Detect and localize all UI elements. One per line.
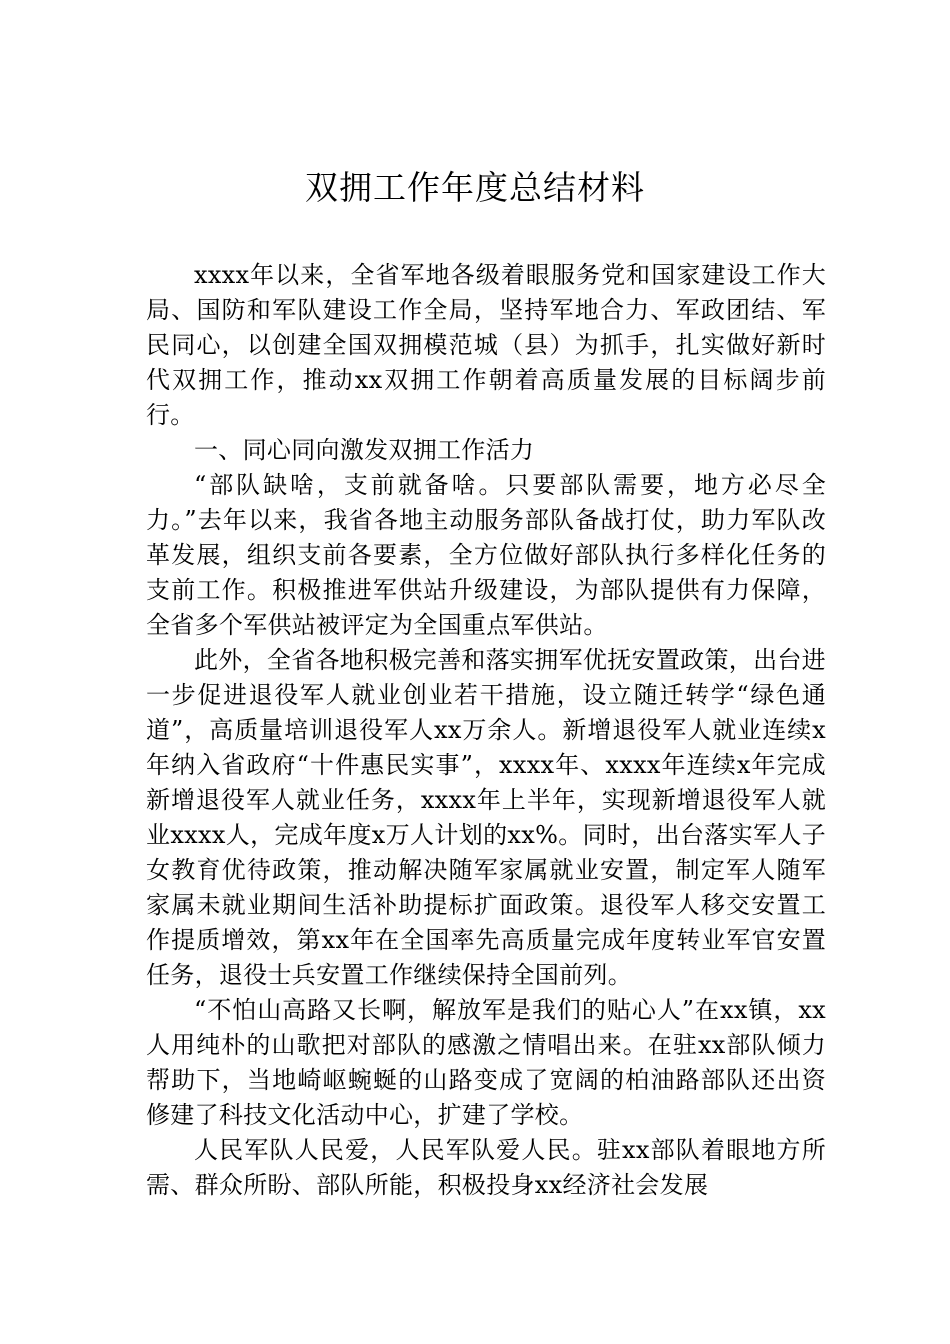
document-body (146, 258, 826, 1203)
intro-paragraph: xxxx年以来，全省军地各级着眼服务党和国家建设工作大局、国防和军队建设工作全局，坚持军地合力、军政团结、军民同心，以创建全国双拥模范城（县）为抓手，扎实做好新时代双拥工作，推动xx双拥工作朝着高质量发展的目标阔步前行。 (146, 261, 826, 429)
paragraph-mountain-song: “不怕山高路又长啊，解放军是我们的贴心人”在xx镇，xx人用纯朴的山歌把对部队的感激之情唱出来。在驻xx部队倾力帮助下，当地崎岖蜿蜒的山路变成了宽阔的柏油路部队还出资修建了科技文化活动中心，扩建了学校。 (146, 996, 826, 1129)
paragraph-support-front: “部队缺啥，支前就备啥。只要部队需要，地方必尽全力。”去年以来，我省各地主动服务部队备战打仗，助力军队改革发展，组织支前各要素，全方位做好部队执行多样化任务的支前工作。积极推进军供站升级建设，为部队提供有力保障，全省多个军供站被评定为全国重点军供站。 (146, 471, 826, 639)
document-title: 双拥工作年度总结材料 (305, 168, 645, 207)
section-heading-1: 一、同心同向激发双拥工作活力 (194, 436, 535, 464)
paragraph-veteran-policy: 此外，全省各地积极完善和落实拥军优抚安置政策，出台进一步促进退役军人就业创业若干措施，设立随迁转学“绿色通道”，高质量培训退役军人xx万余人。新增退役军人就业连续x年纳入省政府“十件惠民实事”，xxxx年、xxxx年连续x年完成新增退役军人就业任务，xxxx年上半年，实现新增退役军人就业xxxx人，完成年度x万人计划的xx%。同时，出台落实军人子女教育优待政策，推动解决随军家属就业安置，制定军人随军家属未就业期间生活补助提标扩面政策。退役军人移交安置工作提质增效，第xx年在全国率先高质量完成年度转业军官安置任务，退役士兵安置工作继续保持全国前列。 (146, 646, 826, 989)
paragraph-army-loves-people: 人民军队人民爱，人民军队爱人民。驻xx部队着眼地方所需、群众所盼、部队所能，积极投身xx经济社会发展 (146, 1136, 826, 1199)
